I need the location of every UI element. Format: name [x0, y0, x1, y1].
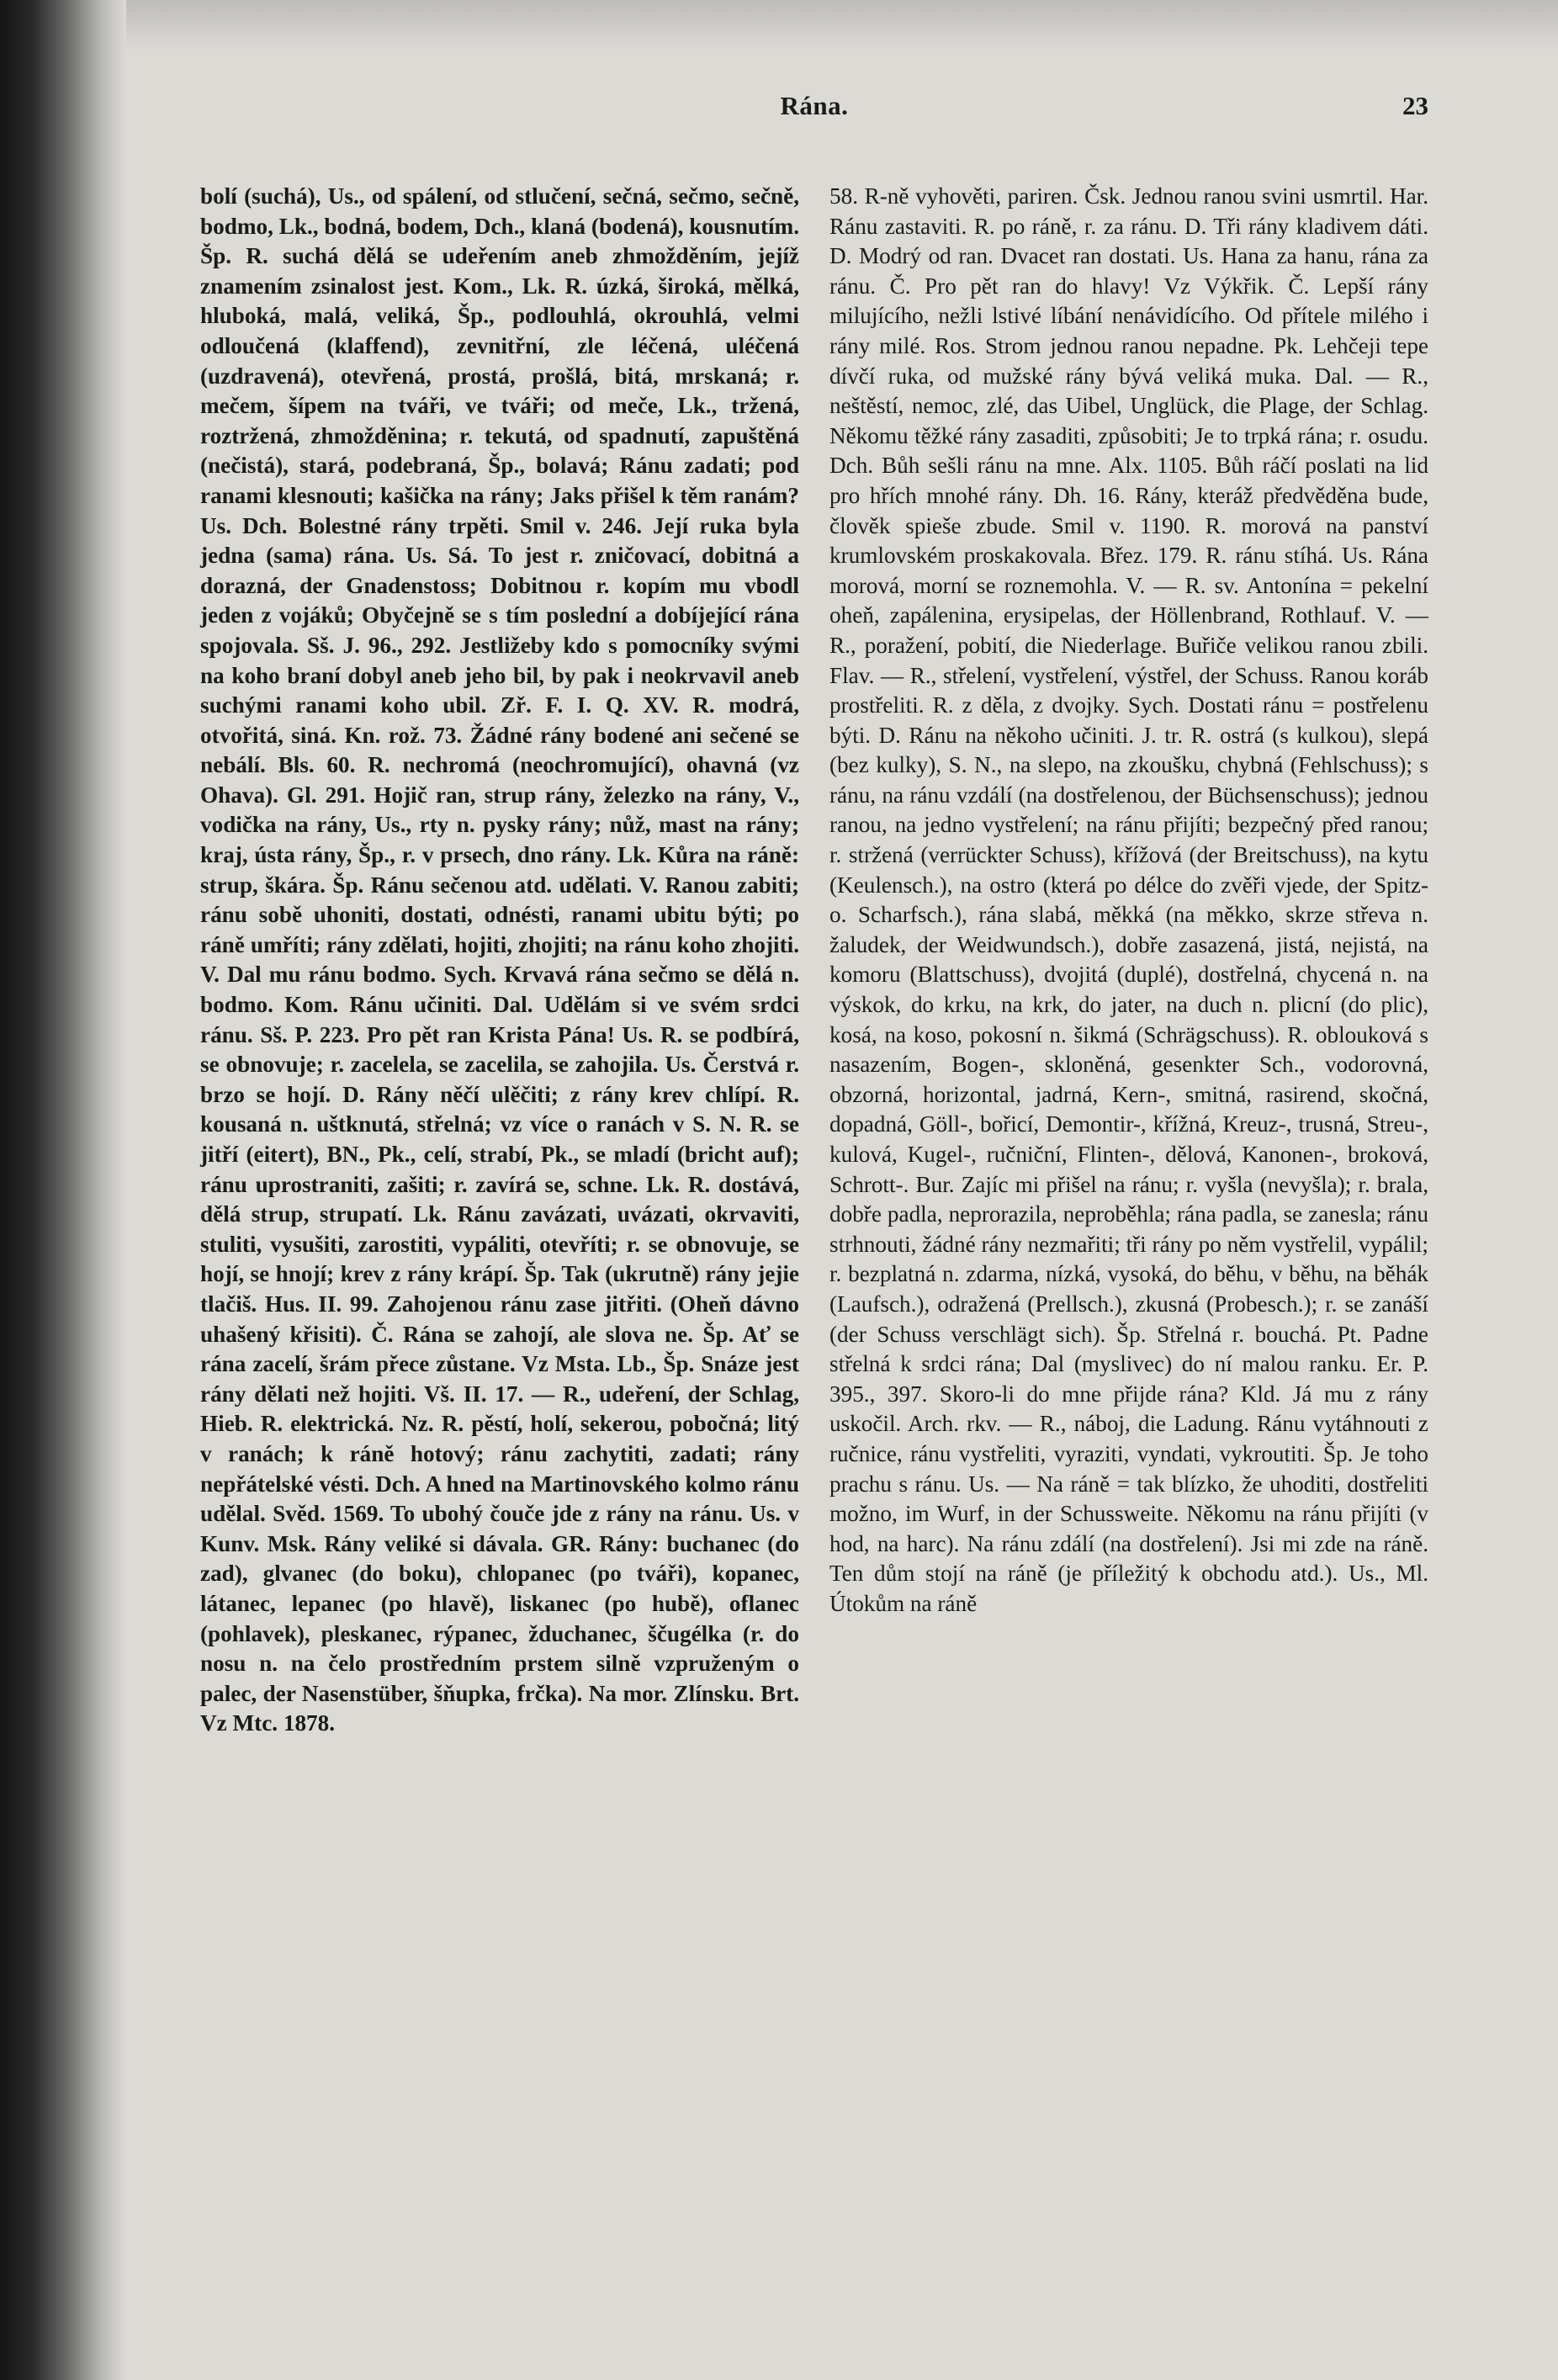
- scan-top-shadow: [0, 0, 1558, 50]
- dictionary-page: [200, 91, 1428, 2329]
- page-header: [200, 91, 1428, 135]
- right-column-text: 58. R-ně vyhověti, pariren. Čsk. Jednou ranou svini usmrtil. Har. Ránu zastaviti. R. po ráně, r. za ránu. D. Tři rány kladivem dáti. D. Modrý od ran. Dvacet ran dostati. Us. Hana za hanu, rána za ránu. Č. Pro pět ran do hlavy! Vz Výkřik. Č. Lepší rány milujícího, nežli lstivé líbání nenávidícího. Od přítele milého i rány milé. Ros. Strom jednou ranou nepadne. Pk. Lehčeji tepe dívčí ruka, od mužské rány bývá veliká muka. Dal. — R., neštěstí, nemoc, zlé, das Uibel, Unglück, die Plage, der Schlag. Někomu těžké rány zasaditi, způsobiti; Je to trpká rána; r. osudu. Dch. Bůh sešli ránu na mne. Alx. 1105. Bůh ráčí poslati na lid pro hřích mnohé rány. Dh. 16. Rány, kteráž předvěděna bude, člověk spieše zbude. Smil v. 1190. R. morová na panství krumlovském proskakovala. Břez. 179. R. ránu stíhá. Us. Rána morová, morní se roznemohla. V. — R. sv. Antonína = pekelní oheň, zapálenina, erysipelas, der Höllenbrand, Rothlauf. V. — R., poražení, pobití, die Niederlage. Buřiče velikou ranou zbili. Flav. — R., střelení, vystřelení, výstřel, der Schuss. Ranou koráb prostřeliti. R. z děla, z dvojky. Sych. Dostati ránu = postřelenu býti. D. Ránu na někoho učiniti. J. tr. R. ostrá (s kulkou), slepá (bez kulky), S. N., na slepo, na zkoušku, chybná (Fehlschuss); s ránu, na ránu vzdálí (na dostřelenou, der Büchsenschuss); jednou ranou, na jedno vystřelení; na ránu přijíti; bezpečný před ranou; r. stržená (verrückter Schuss), křížová (der Breitschuss), na kytu (Keulensch.), na ostro (která po délce do zvěři vjede, der Spitz- o. Scharfsch.), rána slabá, měkká (na měkko, skrze střeva n. žaludek, der Weidwundsch.), dobře zasazená, jistá, nejistá, na komoru (Blattschuss), dvojitá (duplé), dostřelná, chycená n. na výskok, do krku, na krk, do jater, na duch n. plicní (do plic), kosá, na koso, pokosní n. šikmá (Schrägschuss). R. oblouková s nasazením, Bogen-, skloněná, gesenkter Sch., vodorovná, obzorná, horizontal, jadrná, Kern-, smitná, rasirend, skočná, dopadná, Göll-, bořicí, Demontir-, křížná, Kreuz-, trusná, Streu-, kulová, Kugel-, ručniční, Flinten-, dělová, Kanonen-, broková, Schrott-. Bur. Zajíc mi přišel na ránu; r. vyšla (nevyšla); r. brala, dobře padla, neprorazila, neproběhla; rána padla, se zanesla; ránu strhnouti, žádné rány nezmařiti; tři rány po něm vystřelil, vypálil; r. bezplatná n. zdarma, nízká, vysoká, do běhu, v běhu, na běhák (Laufsch.), odražená (Prellsch.), zkusná (Probesch.); r. se zanáší (der Schuss verschlägt sich). Šp. Střelná r. bouchá. Pt. Padne střelná k srdci rána; Dal (myslivec) do ní malou ranku. Er. P. 395., 397. Skoro-li do mne přijde rána? Kld. Já mu z rány uskočil. Arch. rkv. — R., náboj, die Ladung. Ránu vytáhnouti z ručnice, ránu vystřeliti, vyraziti, vyndati, vykroutiti. Šp. Je toho prachu s ránu. Us. — Na ráně = tak blízko, že uhoditi, dostřeliti možno, im Wurf, in der Schussweite. Někomu na ránu přijíti (v hod, na harc). Na ránu zdálí (na dostřelení). Jsi mi zde na ráně. Ten dům stojí na ráně (je příležitý k obchodu atd.). Us., Ml. Útokům na ráně: [829, 183, 1428, 1616]
- page-number: 23: [1402, 91, 1428, 120]
- left-column-text: bolí (suchá), Us., od spálení, od stlučení, sečná, sečmo, sečně, bodmo, Lk., bodná, bodem, Dch., klaná (bodená), kousnutím. Šp. R. suchá dělá se udeřením aneb zhmožděním, jejíž znamením zsinalost jest. Kom., Lk. R. úzká, široká, mělká, hluboká, malá, veliká, Šp., podlouhlá, okrouhlá, velmi odloučená (klaffend), zevnitřní, zle léčená, uléčená (uzdravená), otevřená, prostá, prošlá, bitá, mrskaná; r. mečem, šípem na tváři, ve tváři; od meče, Lk., tržená, roztržená, zhmožděnina; r. tekutá, od spadnutí, zapuštěná (nečistá), stará, podebraná, Šp., bolavá; Ránu zadati; pod ranami klesnouti; kašička na rány; Jaks přišel k těm ranám? Us. Dch. Bolestné rány trpěti. Smil v. 246. Její ruka byla jedna (sama) rána. Us. Sá. To jest r. zničovací, dobitná a dorazná, der Gnadenstoss; Dobitnou r. kopím mu vbodl jeden z vojáků; Obyčejně se s tím poslední a dobíjející rána spojovala. Sš. J. 96., 292. Jestližeby kdo s pomocníky svými na koho braní dobyl aneb jeho bil, by pak i neokrvavil aneb suchými ranami koho ubil. Zř. F. I. Q. XV. R. modrá, otvořitá, siná. Kn. rož. 73. Žádné rány bodené ani sečené se nebálí. Bls. 60. R. nechromá (neochromující), ohavná (vz Ohava). Gl. 291. Hojič ran, strup rány, železko na rány, V., vodička na rány, Us., rty n. pysky rány; nůž, mast na rány; kraj, ústa rány, Šp., r. v prsech, dno rány. Lk. Kůra na ráně: strup, škára. Šp. Ránu sečenou atd. udělati. V. Ranou zabiti; ránu sobě uhoniti, dostati, odnésti, ranami ubitu býti; po ráně umříti; rány zdělati, hojiti, zhojiti; na ránu koho zhojiti. V. Dal mu ránu bodmo. Sych. Krvavá rána sečmo se dělá n. bodmo. Kom. Ránu učiniti. Dal. Udělám si ve svém srdci ránu. Sš. P. 223. Pro pět ran Krista Pána! Us. R. se podbírá, se obnovuje; r. zacelela, se zacelila, se zahojila. Us. Čerstvá r. brzo se hojí. D. Rány něčí ulěčiti; z rány krev chlípí. R. kousaná n. uštknutá, střelná; vz více o ranách v S. N. R. se jitří (eitert), BN., Pk., celí, strabí, Pk., se mladí (bricht auf); ránu uprostraniti, zašiti; r. zavírá se, schne. Lk. R. dostává, dělá strup, strupatí. Lk. Ránu zavázati, uvázati, okrvaviti, stuliti, vysušiti, zarostiti, vypáliti, otevříti; r. se obnovuje, se hojí, se hnojí; krev z rány krápí. Šp. Tak (ukrutně) rány jejie tlačiš. Hus. II. 99. Zahojenou ránu zase jitřiti. (Oheň dávno uhašený křisiti). Č. Rána se zahojí, ale slova ne. Šp. Ať se rána zacelí, šrám přece zůstane. Vz Msta. Lb., Šp. Snáze jest rány dělati než hojiti. Vš. II. 17. — R., udeření, der Schlag, Hieb. R. elektrická. Nz. R. pěstí, holí, sekerou, pobočná; litý v ranách; k ráně hotový; ránu zachytiti, zadati; rány nepřátelské vésti. Dch. A hned na Martinovského kolmo ránu udělal. Svěd. 1569. To ubohý čouče jde z rány na ránu. Us. v Kunv. Msk. Rány veliké si dávala. GR. Rány: buchanec (do zad), glvanec (do boku), chlopanec (po tváři), kopanec, látanec, lepanec (po hlavě), liskanec (po hubě), oflanec (pohlavek), pleskanec, rýpanec, žduchanec, ščugélka (r. do nosu n. na čelo prostředním prstem silně vzpruženým o palec, der Nasenstüber, šňupka, frčka). Na mor. Zlínsku. Brt. Vz Mtc. 1878.: [200, 183, 799, 1736]
- page-headword: Rána.: [780, 91, 849, 120]
- text-columns: [200, 182, 1428, 1739]
- scan-binding-shadow: [0, 0, 126, 2380]
